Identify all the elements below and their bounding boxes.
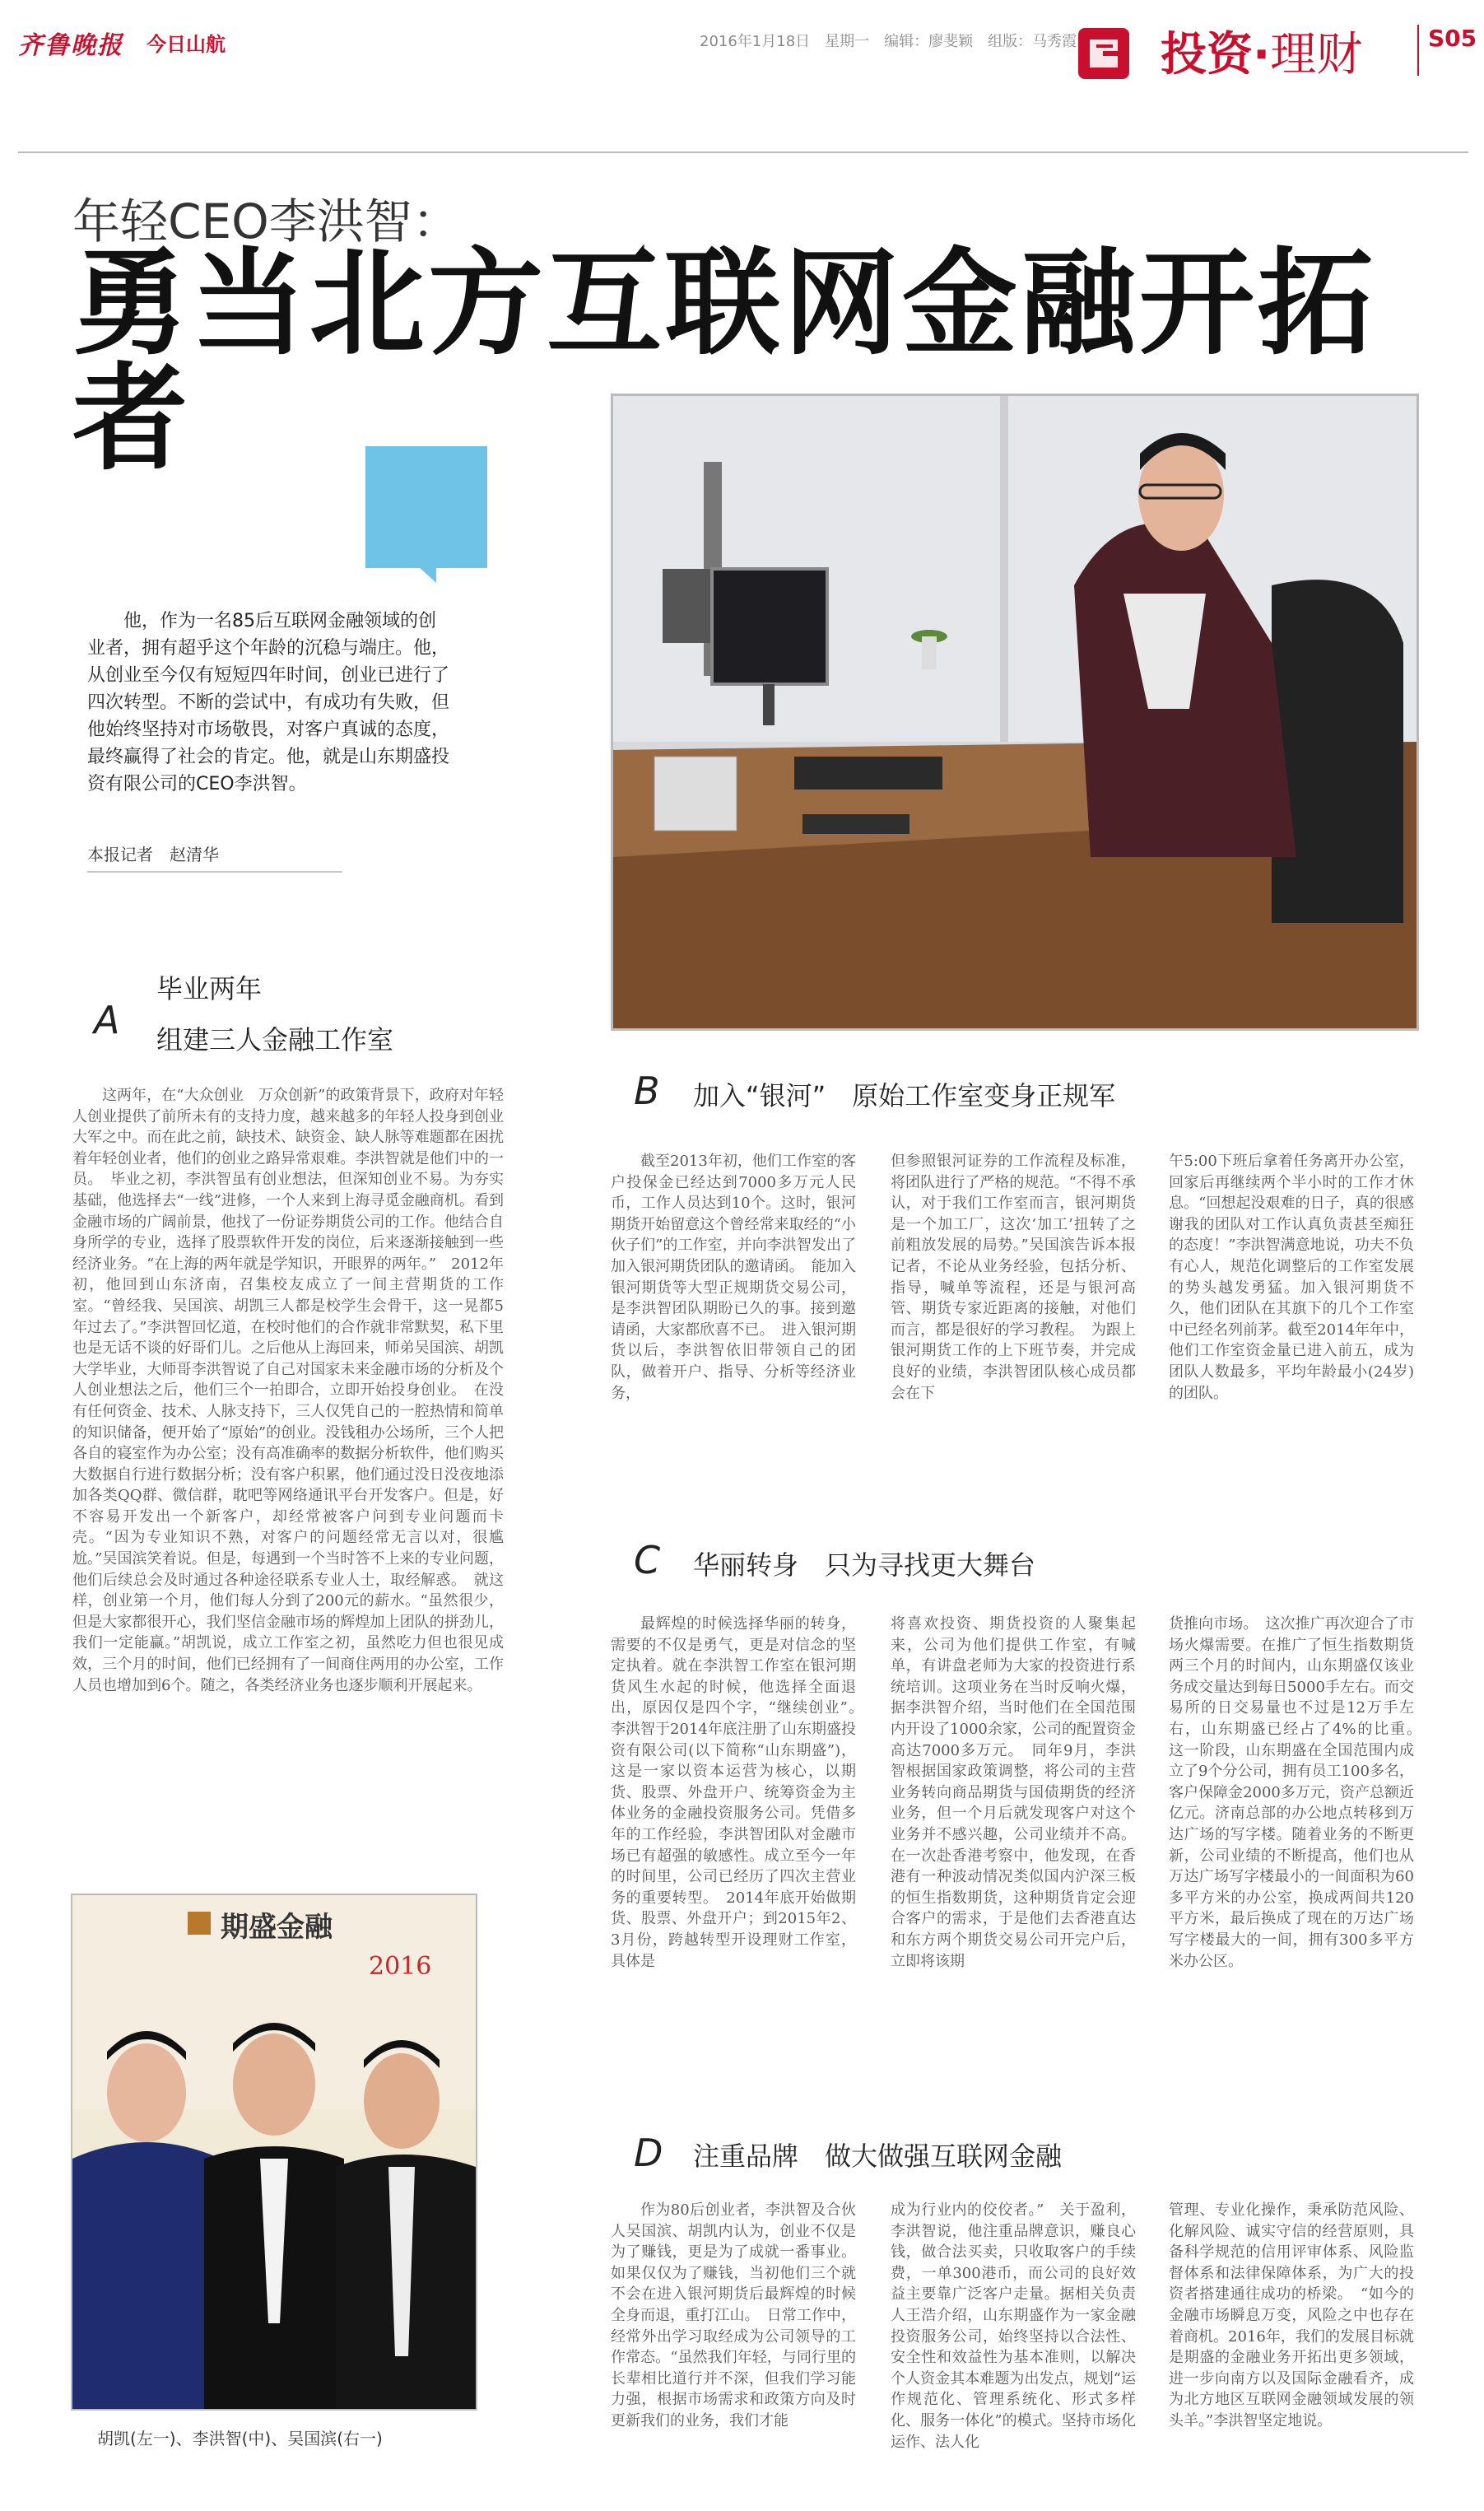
- page-number: S05: [1428, 25, 1477, 52]
- quote-box-tail: [418, 566, 436, 583]
- section-c-letter: C: [634, 1538, 661, 1582]
- header-rule: [18, 151, 1468, 153]
- banner-sign: 期盛金融: [221, 1911, 333, 1944]
- byline: 本报记者 赵清华: [87, 845, 219, 864]
- section-b-col2: 但参照银河证券的工作流程及标准，将团队进行了严格的规范。“不得不承认，对于我们工作室而言，银河期货是一个加工厂，这次‘加工’扭转了之前粗放发展的局势。”吴国滨告诉本报记者，不论从业务经验，包括分析、指导，喊单等流程，还是与银河高管、期货专家近距离的接触，对他们而言，都是很好的学习教程。 为跟上银河期货工作的上下班节奏，并完成良好的业绩，李洪智团队核心成员都会在下: [891, 1153, 1136, 1402]
- quote-box-icon: [365, 446, 487, 568]
- section-title: [1161, 18, 1362, 84]
- section-subname: 理财: [1270, 28, 1363, 82]
- section-name: 投资: [1161, 28, 1253, 82]
- issue-meta: 2016年1月18日 星期一 编辑：廖斐颖 组版：马秀霞: [700, 33, 1077, 50]
- edition-label: 今日山航: [147, 33, 226, 56]
- section-d-title: 注重品牌 做大做强互联网金融: [693, 2141, 1063, 2172]
- article-headline: 勇当北方互联网金融开拓者: [72, 237, 1377, 487]
- section-a-title-line1: 毕业两年: [156, 973, 263, 1004]
- article-kicker: 年轻CEO李洪智：: [72, 193, 460, 249]
- group-photo-caption: 胡凯(左一)、李洪智(中)、吴国滨(右一): [97, 2429, 383, 2448]
- section-d-letter: D: [634, 2131, 663, 2175]
- newspaper-logo: 齐鲁晚报: [18, 31, 123, 60]
- section-c-col1: 最辉煌的时候选择华丽的转身，需要的不仅是勇气，更是对信念的坚定执着。就在李洪智工作室在银河期货风生水起的时候，他选择全面退出，原因仅是四个字，“继续创业”。 李洪智于2014年底注册了山东期盛投资有限公司(以下简称“山东期盛”)，这是一家以资本运营为核心，以期货、股票、外盘开户、统筹资金为主体业务的金融投资服务公司。凭借多年的工作经验，李洪智团队对金融市场已有超强的敏感性。成立至今一年的时间里，公司已经历了四次主营业务的重要转型。 2014年底开始做期货、股票、外盘开户；到2015年2、3月份，跨越转型开设理财工作室，具体是: [611, 1615, 871, 1970]
- section-c-col2: 将喜欢投资、期货投资的人聚集起来，公司为他们提供工作室，有喊单，有讲盘老师为大家的投资进行系统培训。这项业务在当时反响火爆，据李洪智介绍，当时他们在全国范围内开设了1000余家，公司的配置资金高达7000多万元。 同年9月，李洪智根据国家政策调整，将公司的主营业务转向商品期货与国债期货的经济业务，但一个月后就发现客户对这个业务并不感兴趣，公司业绩并不高。在一次赴香港考察中，他发现，在香港有一种波动情况类似国内沪深三板的恒生指数期货，这种期货肯定会迎合客户的需求，于是他们去香港直达和东方两个期货交易公司开完户后，立即将该期: [891, 1615, 1136, 1970]
- section-b-title: 加入“银河” 原始工作室变身正规军: [693, 1080, 1116, 1111]
- article-intro: 他，作为一名85后互联网金融领域的创业者，拥有超乎这个年龄的沉稳与端庄。他，从创业至今仅有短短四年时间，创业已进行了四次转型。不断的尝试中，有成功有失败，但他始终坚持对市场敬畏，对客户真诚的态度，最终赢得了社会的肯定。他，就是山东期盛投资有限公司的CEO李洪智。: [87, 611, 450, 794]
- section-d-col2: 成为行业内的佼佼者。” 关于盈利，李洪智说，他注重品牌意识，赚良心钱，做合法买卖，只收取客户的手续费，一单300港币，而公司的良好效益主要靠广泛客户走量。据相关负责人王浩介绍，山东期盛作为一家金融投资服务公司，始终坚持以合法性、安全性和效益性为基本准则，以解决个人资金其本难题为出发点，规划“运作规范化、管理系统化、形式多样化、服务一体化”的模式。坚持市场化运作、法人化: [891, 2201, 1136, 2451]
- group-photo: [71, 1894, 477, 2411]
- section-emblem-icon: [1078, 28, 1129, 79]
- section-d-col1: 作为80后创业者，李洪智及合伙人吴国滨、胡凯内认为，创业不仅是为了赚钱，更是为了成就一番事业。如果仅仅为了赚钱，当初他们三个就不会在进入银河期货后最辉煌的时候全身而退，重打江山。 日常工作中，经常外出学习取经成为公司领导的工作常态。“虽然我们年轻，与同行里的长辈相比道行并不深，但我们学习能力强，根据市场需求和政策方向及时更新我们的业务，我们才能: [611, 2201, 856, 2429]
- section-c-title: 华丽转身 只为寻找更大舞台: [693, 1549, 1036, 1581]
- section-a-title-line2: 组建三人金融工作室: [156, 1024, 394, 1055]
- banner-year: 2016: [369, 1952, 432, 1981]
- header-divider: [1417, 25, 1419, 76]
- section-a-body: 这两年，在“大众创业 万众创新”的政策背景下，政府对年轻人创业提供了前所未有的支持力度，越来越多的年轻人投身到创业大军之中。而在此之前，缺技术、缺资金、缺人脉等难题都在困扰着年轻创业者，他们的创业之路异常艰难。李洪智就是他们中的一员。 毕业之初，李洪智虽有创业想法，但深知创业不易。为夯实基础，他选择去“一线”进修，一个人来到上海寻觅金融商机。看到金融市场的广阔前景，他找了一份证券期货公司的工作。他结合自身所学的专业，选择了股票软件开发的岗位，后来逐渐接触到一些经济业务。“在上海的两年就是学知识，开眼界的两年。” 2012年初，他回到山东济南，召集校友成立了一间主营期货的工作室。“曾经我、吴国滨、胡凯三人都是校学生会骨干，这一晃都5年过去了。”李洪智回忆道，在校时他们的合作就非常默契，私下里也是无话不谈的好哥们儿。之后他从上海回来，师弟吴国滨、胡凯大学毕业，大师哥李洪智说了自己对国家未来金融市场的分析及个人创业想法之后，他们三个一拍即合，立即开始投身创业。 在没有任何资金、技术、人脉支持下，三人仅凭自己的一腔热情和简单的知识储备，便开始了“原始”的创业。没钱租办公场所，三个人把各自的寝室作为办公室；没有高准确率的数据分析软件，他们购买大数据自行进行数据分析；没有客户积累，他们通过没日没夜地添加各类QQ群、微信群，耽吧等网络通讯平台开发客户。但是，好不容易开发出一个新客户，却经常被客户问到专业问题而卡壳。“因为专业知识不熟，对客户的问题经常无言以对，很尴尬。”吴国滨笑着说。但是，每遇到一个当时答不上来的专业问题，他们后续总会及时通过各种途径联系专业人士，取经解惑。 就这样，创业第一个月，他们每人分到了200元的薪水。“虽然很少，但是大家都很开心，我们坚信金融市场的辉煌加上团队的拼劲儿，我们一定能赢。”胡凯说，成立工作室之初，虽然吃力但也很见成效，三个月的时间，他们已经拥有了一间商住两用的办公室，工作人员也增加到6个。随之，各类经济业务也逐步顺利开展起来。: [72, 1087, 504, 1694]
- byline-rule: [87, 871, 342, 873]
- section-b-col3: 午5:00下班后拿着任务离开办公室，回家后再继续两个半小时的工作才休息。“回想起没艰难的日子，真的很感谢我的团队对工作认真负责甚至痴狂的态度！”李洪智满意地说，功夫不负有心人，规范化调整后的工作室发展的势头越发勇猛。加入银河期货不久，他们团队在其旗下的几个工作室中已经名列前茅。截至2014年年中，他们工作室资金量已进入前五，成为团队人数最多，平均年龄最小(24岁)的团队。: [1169, 1153, 1414, 1402]
- section-c-col3: 货推向市场。 这次推广再次迎合了市场火爆需要。在推广了恒生指数期货两三个月的时间内，山东期盛仅该业务成交量达到每日5000手左右。而交易所的日交易量也不过是12万手左右，山东期盛已经占了4%的比重。 这一阶段，山东期盛在全国范围内成立了9个分公司，拥有员工100多名，客户保障金2000多万元，资产总额近亿元。济南总部的办公地点转移到万达广场的写字楼。随着业务的不断更新，公司业绩的不断提高，他们也从万达广场写字楼最小的一间面积为60多平方米的办公室，换成两间共120平方米，最后换成了现在的万达广场写字楼最大的一间，拥有300多平方米办公区。: [1169, 1615, 1429, 1970]
- section-b-col1: 截至2013年初，他们工作室的客户投保金已经达到7000多万元人民币，工作人员达到10个。这时，银河期货开始留意这个曾经常来取经的“小伙子们”的工作室，并向李洪智发出了加入银河期货团队的邀请函。 能加入银河期货等大型正规期货交易公司，是李洪智团队期盼已久的事。接到邀请函，大家都欣喜不已。 进入银河期货以后，李洪智依旧带领自己的团队，做着开户、指导、分析等经济业务，: [611, 1153, 856, 1402]
- section-b-letter: B: [634, 1069, 660, 1113]
- section-a-letter: A: [94, 998, 120, 1042]
- portrait-photo: [611, 394, 1419, 1031]
- section-d-col3: 管理、专业化操作，秉承防范风险、化解风险、诚实守信的经营原则，具备科学规范的信用评审体系、风险监督体系和法律保障体系，为广大的投资者搭建通往成功的桥梁。 “如今的金融市场瞬息万变，风险之中也存在着商机。2016年，我们的发展目标就是期盛的金融业务开拓出更多领域，进一步向南方以及国际金融看齐，成为北方地区互联网金融领域发展的领头羊。”李洪智坚定地说。: [1169, 2201, 1414, 2429]
- section-dot: ·: [1253, 28, 1271, 82]
